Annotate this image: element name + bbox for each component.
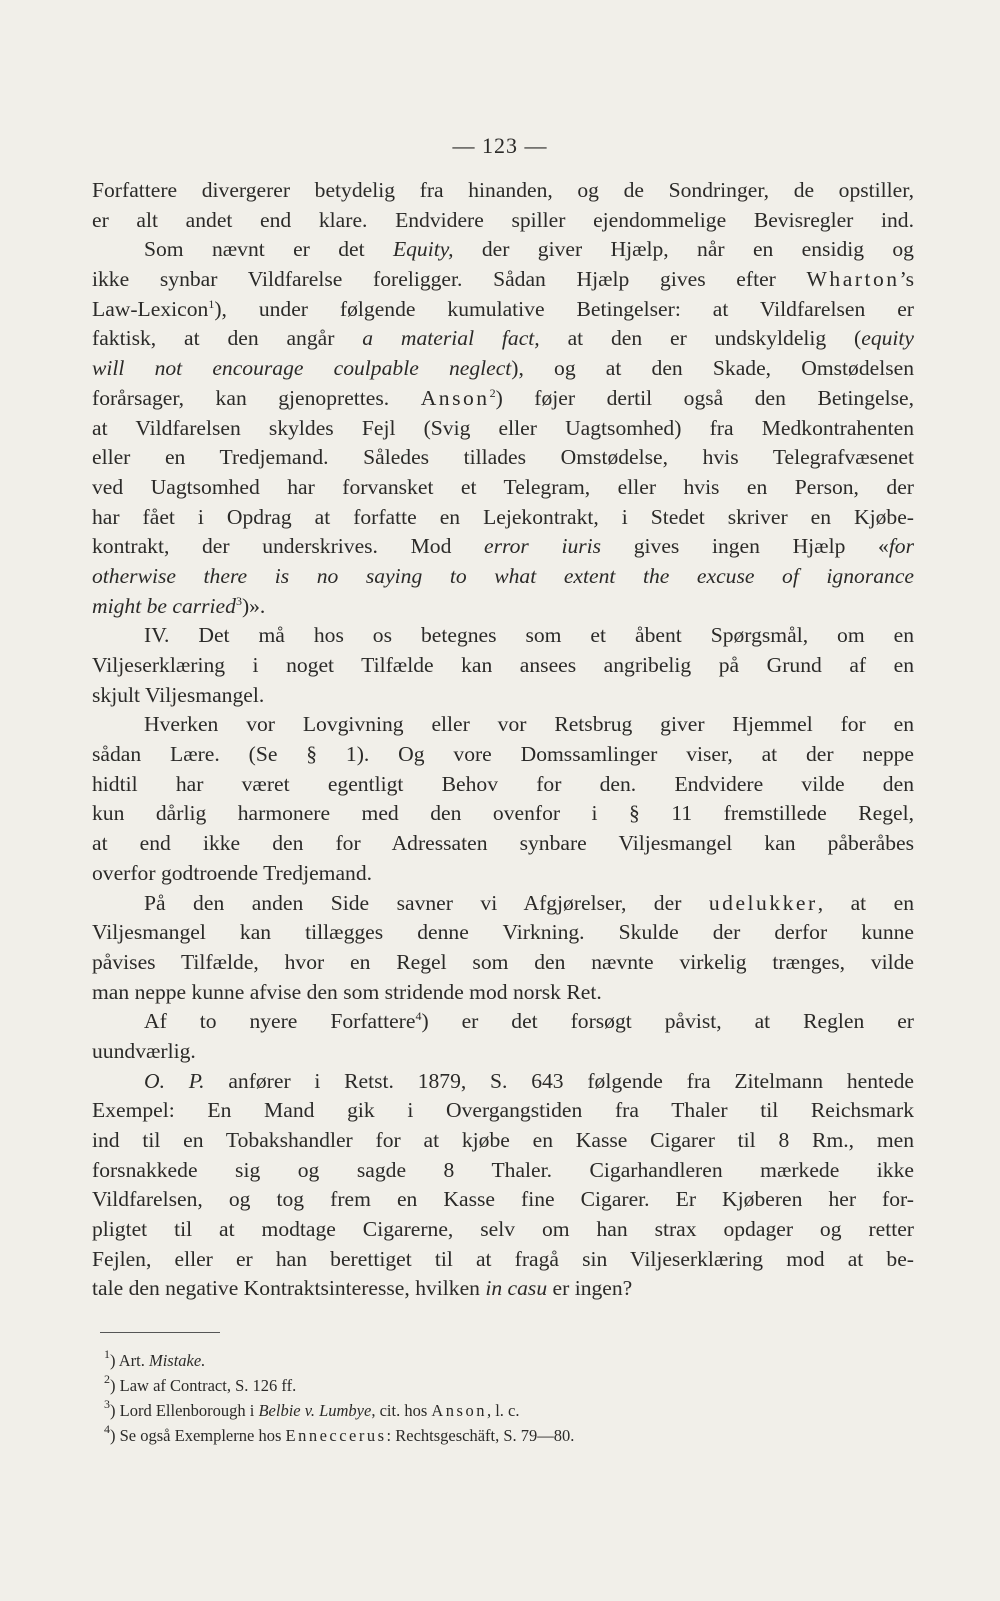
footnote-2: $^2$) Law af Contract, S. 126 ff.	[104, 1372, 297, 1395]
text-line: ikke synbar Vildfarelse foreligger. Sådan Hjælp gives efter Wharton’s	[92, 267, 914, 292]
footnote-ref: 3	[235, 593, 242, 608]
text-line: tale den negative Kontraktsinteresse, hvilken in casu er ingen?	[92, 1276, 633, 1301]
text-line: Law-Lexicon$^1$), under følgende kumulative Betingelser: at Vildfarelsen er	[92, 296, 914, 321]
text-line: Af to nyere Forfattere$^4$) er det forsøgt påvist, at Reglen er	[144, 1009, 914, 1034]
footnote-ref: 1	[208, 296, 215, 311]
text-line: På den anden Side savner vi Afgjørelser, der udelukker, at en	[144, 890, 914, 915]
text-line: har fået i Opdrag at forfatte en Lejekontrakt, i Stedet skriver en Kjøbe-	[92, 504, 914, 529]
text-line: forsnakkede sig og sagde 8 Thaler. Cigarhandleren mærkede ikke	[92, 1157, 914, 1182]
text-line: ind til en Tobakshandler for at kjøbe en Kasse Cigarer til 8 Rm., men	[92, 1128, 914, 1152]
page-number: — 123 —	[452, 133, 548, 158]
text-line: pligtet til at modtage Cigarerne, selv om han strax opdager og retter	[92, 1217, 914, 1242]
text-line: Fejlen, eller er han berettiget til at fragå sin Viljeserklæring mod at be-	[92, 1246, 914, 1271]
footnote-ref: 2	[489, 385, 496, 400]
text-line: at end ikke den for Adressaten synbare Viljesmangel kan påberåbes	[92, 831, 914, 856]
text-line: Viljesmangel kan tillægges denne Virkning. Skulde der derfor kunne	[92, 920, 914, 945]
text-line: påvises Tilfælde, hvor en Regel som den nævnte virkelig trænges, vilde	[92, 949, 914, 974]
text-line: faktisk, at den angår a material fact, at den er undskyldelig (equity	[92, 326, 914, 351]
text-line: man neppe kunne afvise den som stridende mod norsk Ret.	[92, 979, 602, 1004]
text-line: uundværlig.	[92, 1038, 196, 1063]
text-line: sådan Lære. (Se § 1). Og vore Domssamlinger viser, at der neppe	[92, 742, 914, 767]
footnote-3: $^3$) Lord Ellenborough i Belbie v. Lumbye, cit. hos Anson, l. c.	[104, 1397, 520, 1420]
text-line: Viljeserklæring i noget Tilfælde kan ansees angribelig på Grund af en	[92, 653, 914, 677]
text-line: hidtil har været egentligt Behov for den. Endvidere vilde den	[92, 771, 914, 796]
text-line: otherwise there is no saying to what extent the excuse of ignorance	[92, 563, 914, 588]
text-line: Som nævnt er det Equity, der giver Hjælp, når en ensidig og	[144, 237, 914, 262]
text-line: might be carried$^3$)».	[92, 593, 266, 618]
text-line: Exempel: En Mand gik i Overgangstiden fra Thaler til Reichsmark	[92, 1098, 914, 1123]
footnotes	[104, 1348, 884, 1448]
text-line: will not encourage coulpable neglect), og at den Skade, Omstødelsen	[92, 356, 914, 381]
body-text	[92, 176, 914, 1304]
text-line: O. P. anfører i Retst. 1879, S. 643 følgende fra Zitelmann hentede	[144, 1068, 914, 1093]
text-line: eller en Tredjemand. Således tillades Omstødelse, hvis Telegrafvæsenet	[92, 445, 914, 470]
footnote-1: $^1$) Art. Mistake.	[104, 1347, 206, 1370]
text-line: kontrakt, der underskrives. Mod error iuris gives ingen Hjælp «for	[92, 534, 914, 559]
text-line: IV. Det må hos os betegnes som et åbent Spørgsmål, om en	[144, 623, 914, 648]
text-line: overfor godtroende Tredjemand.	[92, 860, 373, 885]
footnote-divider	[100, 1332, 220, 1333]
footnote-ref: 4	[415, 1009, 422, 1024]
text-line: Vildfarelsen, og tog frem en Kasse fine Cigarer. Er Kjøberen her for-	[92, 1187, 914, 1212]
text-line: forårsager, kan gjenoprettes. Anson$^2$) føjer dertil også den Betingelse,	[92, 385, 914, 410]
text-line: skjult Viljesmangel.	[92, 682, 265, 707]
footnote-4: $^4$) Se også Exemplerne hos Enneccerus: Rechtsgeschäft, S. 79—80.	[104, 1422, 575, 1445]
text-line: kun dårlig harmonere med den ovenfor i § 11 fremstillede Regel,	[92, 801, 914, 826]
text-line: at Vildfarelsen skyldes Fejl (Svig eller Uagtsomhed) fra Medkontrahenten	[92, 415, 914, 440]
text-line: Forfattere divergerer betydelig fra hinanden, og de Sondringer, de opstiller,	[92, 178, 914, 202]
text-line: ved Uagtsomhed har forvansket et Telegram, eller hvis en Person, der	[92, 474, 914, 499]
text-line: er alt andet end klare. Endvidere spiller ejendommelige Bevisregler ind.	[92, 207, 914, 232]
text-line: Hverken vor Lovgivning eller vor Retsbrug giver Hjemmel for en	[144, 712, 914, 737]
